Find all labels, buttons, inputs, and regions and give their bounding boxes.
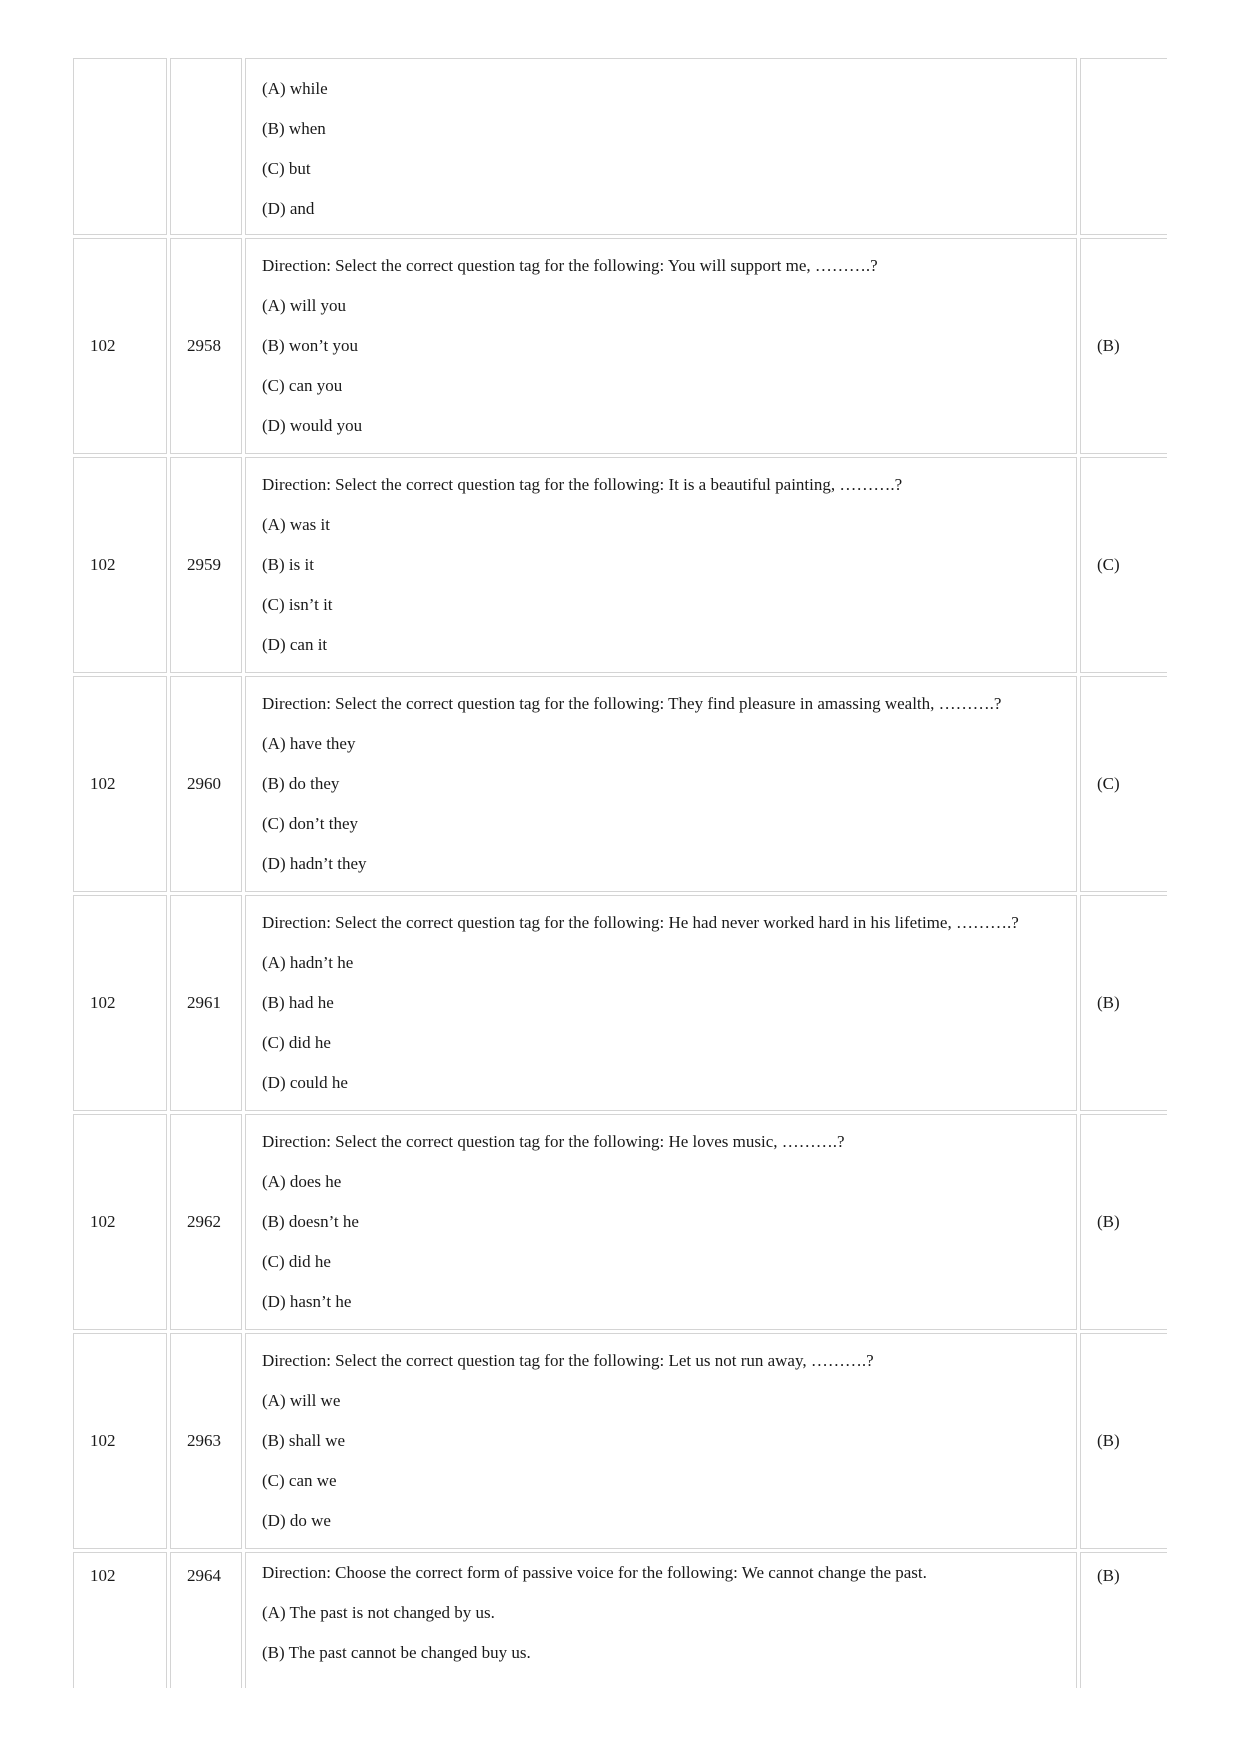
question-cell <box>245 1552 1077 1688</box>
table-row <box>73 676 1167 892</box>
option-b: (B) shall we <box>262 1431 346 1450</box>
question-direction: Direction: Select the correct question tag for the following: You will support me, ……….? <box>262 256 878 275</box>
option-c: (C) don’t they <box>262 814 359 833</box>
option-d: (D) do we <box>262 1511 331 1530</box>
question-cell <box>245 895 1077 1111</box>
question-cell <box>245 1333 1077 1549</box>
question-number-cell: 2962 <box>170 1114 242 1330</box>
answer-cell: (B) <box>1080 895 1167 1111</box>
option-d: (D) would you <box>262 416 363 435</box>
question-number-cell <box>170 58 242 235</box>
option-d: (D) hadn’t they <box>262 854 367 873</box>
option-b: (B) had he <box>262 993 334 1012</box>
question-number-cell: 2963 <box>170 1333 242 1549</box>
subject-code-cell: 102 <box>73 895 167 1111</box>
option-b: (B) won’t you <box>262 336 359 355</box>
answer-cell: (C) <box>1080 676 1167 892</box>
option-b: (B) The past cannot be changed buy us. <box>262 1643 531 1662</box>
question-number-cell: 2964 <box>170 1552 242 1688</box>
question-number-cell: 2959 <box>170 457 242 673</box>
option-c: (C) can you <box>262 376 343 395</box>
option-b: (B) do they <box>262 774 340 793</box>
question-direction: Direction: Select the correct question tag for the following: They find pleasure in amassing wealth, ……….? <box>262 694 1002 713</box>
question-direction: Direction: Select the correct question tag for the following: It is a beautiful painting, ……….? <box>262 475 903 494</box>
table-row <box>73 457 1167 673</box>
table-row <box>73 895 1167 1111</box>
question-cell <box>245 238 1077 454</box>
question-sheet <box>73 58 1167 1688</box>
table-row <box>73 1114 1167 1330</box>
question-direction: Direction: Choose the correct form of passive voice for the following: We cannot change the past. <box>262 1563 927 1582</box>
question-table <box>73 58 1167 1688</box>
table-row <box>73 1552 1167 1688</box>
option-a: (A) hadn’t he <box>262 953 354 972</box>
option-b: (B) is it <box>262 555 314 574</box>
option-c: (C) can we <box>262 1471 337 1490</box>
option-c: (C) but <box>262 159 311 178</box>
answer-cell: (B) <box>1080 1552 1167 1688</box>
subject-code-cell <box>73 58 167 235</box>
subject-code-cell: 102 <box>73 457 167 673</box>
option-a: (A) The past is not changed by us. <box>262 1603 495 1622</box>
answer-cell: (B) <box>1080 1333 1167 1549</box>
answer-cell <box>1080 58 1167 235</box>
answer-cell: (B) <box>1080 1114 1167 1330</box>
option-d: (D) can it <box>262 635 328 654</box>
question-cell <box>245 676 1077 892</box>
option-a: (A) have they <box>262 734 356 753</box>
option-c: (C) isn’t it <box>262 595 333 614</box>
question-cell <box>245 457 1077 673</box>
question-number-cell: 2960 <box>170 676 242 892</box>
question-number-cell: 2961 <box>170 895 242 1111</box>
subject-code-cell: 102 <box>73 1114 167 1330</box>
question-cell <box>245 1114 1077 1330</box>
option-c: (C) did he <box>262 1252 331 1271</box>
question-direction: Direction: Select the correct question tag for the following: He loves music, ……….? <box>262 1132 845 1151</box>
option-d: (D) and <box>262 199 315 218</box>
option-b: (B) when <box>262 119 326 138</box>
table-row <box>73 58 1167 235</box>
option-a: (A) was it <box>262 515 330 534</box>
option-a: (A) will you <box>262 296 347 315</box>
option-c: (C) did he <box>262 1033 331 1052</box>
subject-code-cell: 102 <box>73 1552 167 1688</box>
table-row <box>73 1333 1167 1549</box>
subject-code-cell: 102 <box>73 1333 167 1549</box>
subject-code-cell: 102 <box>73 238 167 454</box>
question-direction: Direction: Select the correct question tag for the following: Let us not run away, ……….? <box>262 1351 874 1370</box>
question-direction: Direction: Select the correct question tag for the following: He had never worked hard in his lifetime, ……….? <box>262 913 1019 932</box>
question-number-cell: 2958 <box>170 238 242 454</box>
question-cell <box>245 58 1077 235</box>
option-b: (B) doesn’t he <box>262 1212 359 1231</box>
option-a: (A) does he <box>262 1172 342 1191</box>
answer-cell: (C) <box>1080 457 1167 673</box>
option-a: (A) while <box>262 79 328 98</box>
option-a: (A) will we <box>262 1391 341 1410</box>
subject-code-cell: 102 <box>73 676 167 892</box>
answer-cell: (B) <box>1080 238 1167 454</box>
option-d: (D) hasn’t he <box>262 1292 352 1311</box>
table-row <box>73 238 1167 454</box>
option-d: (D) could he <box>262 1073 348 1092</box>
